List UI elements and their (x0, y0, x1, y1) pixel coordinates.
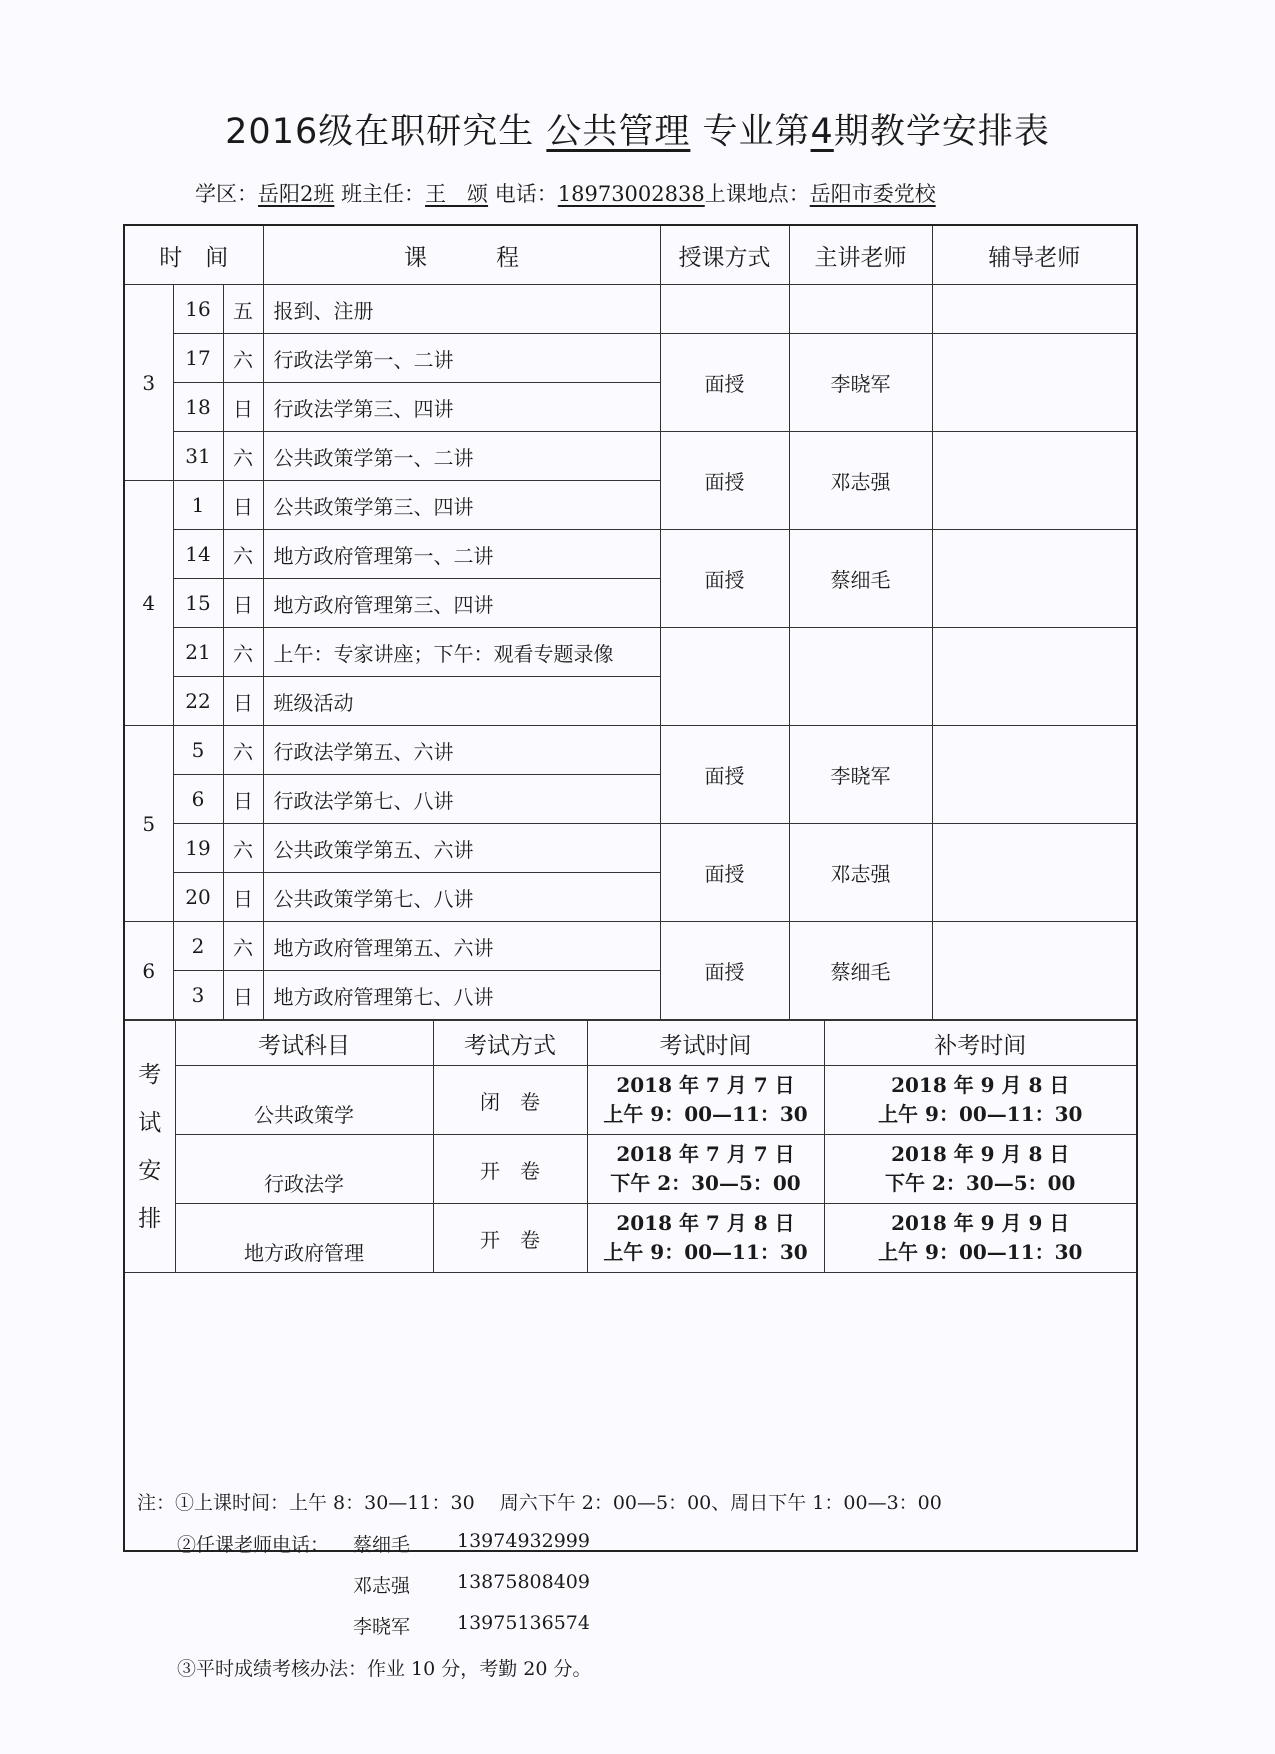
header-tutor: 辅导老师 (932, 226, 1136, 285)
tutor-cell (932, 432, 1136, 530)
tutor-cell (932, 824, 1136, 922)
method-cell: 面授 (660, 432, 789, 530)
course-cell: 公共政策学第一、二讲 (263, 432, 660, 481)
title-prefix: 2016级在职研究生 (225, 112, 535, 152)
month-cell: 3 (125, 285, 173, 481)
method-cell: 面授 (660, 334, 789, 432)
exam-subject: 公共政策学 (175, 1066, 433, 1135)
method-cell: 面授 (660, 726, 789, 824)
day-cell: 19 (173, 824, 223, 873)
makeup-time (824, 1204, 1136, 1273)
header-course: 课 程 (263, 226, 660, 285)
course-cell: 行政法学第一、二讲 (263, 334, 660, 383)
table-row (125, 432, 1136, 481)
exam-method: 开 卷 (433, 1204, 587, 1273)
lecturer-cell: 李晓军 (789, 726, 932, 824)
day-cell: 5 (173, 726, 223, 775)
tutor-cell (932, 628, 1136, 726)
district-label: 学区： (195, 182, 258, 206)
exam-time (587, 1135, 824, 1204)
course-cell: 地方政府管理第一、二讲 (263, 530, 660, 579)
contact-phone: 13875808409 (457, 1571, 590, 1593)
exam-subject: 地方政府管理 (175, 1204, 433, 1273)
tutor-cell (932, 285, 1136, 334)
makeup-hours: 上午 9：00—11：30 (878, 1240, 1083, 1264)
weekday-cell: 日 (223, 677, 263, 726)
head-teacher-value: 王 颂 (425, 182, 489, 206)
day-cell: 16 (173, 285, 223, 334)
weekday-cell: 日 (223, 383, 263, 432)
table-row (125, 628, 1136, 677)
course-cell: 行政法学第三、四讲 (263, 383, 660, 432)
subtitle-info (195, 178, 936, 208)
tutor-cell (932, 334, 1136, 432)
district-value: 岳阳2班 (258, 182, 335, 206)
lecturer-cell (789, 285, 932, 334)
exam-section-label (125, 1021, 175, 1273)
day-cell: 2 (173, 922, 223, 971)
exam-header-row (125, 1021, 1136, 1066)
exam-header-makeup: 补考时间 (824, 1021, 1136, 1066)
exam-label-char: 试 (138, 1109, 162, 1136)
location-label: 上课地点： (704, 182, 810, 206)
title-term: 4 (810, 112, 834, 152)
header-lecturer: 主讲老师 (789, 226, 932, 285)
day-cell: 17 (173, 334, 223, 383)
contact-name: 蔡细毛 (353, 1534, 411, 1556)
day-cell: 21 (173, 628, 223, 677)
exam-time (587, 1066, 824, 1135)
table-row (125, 530, 1136, 579)
schedule-sheet (123, 224, 1138, 1680)
exam-row (125, 1135, 1136, 1204)
method-cell: 面授 (660, 922, 789, 1020)
day-cell: 14 (173, 530, 223, 579)
note-class-hours: 注：①上课时间：上午 8：30—11：30 周六下午 2：00—5：00、周日下午 1：00—3：00 (137, 1492, 942, 1514)
exam-method: 开 卷 (433, 1135, 587, 1204)
exam-time (587, 1204, 824, 1273)
schedule-table (125, 226, 1136, 1020)
makeup-time (824, 1066, 1136, 1135)
exam-method: 闭 卷 (433, 1066, 587, 1135)
page-title (0, 104, 1275, 154)
makeup-date: 2018 年 9 月 8 日 (891, 1073, 1070, 1097)
course-cell: 公共政策学第五、六讲 (263, 824, 660, 873)
phone-value: 18973002838 (557, 182, 705, 206)
exam-label-char: 排 (138, 1205, 162, 1232)
table-row (125, 334, 1136, 383)
course-cell: 地方政府管理第三、四讲 (263, 579, 660, 628)
day-cell: 3 (173, 971, 223, 1020)
weekday-cell: 六 (223, 628, 263, 677)
exam-hours: 上午 9：00—11：30 (603, 1240, 808, 1264)
note-phone-label: ②任课老师电话： (177, 1534, 330, 1556)
exam-row (125, 1204, 1136, 1273)
day-cell: 20 (173, 873, 223, 922)
weekday-cell: 五 (223, 285, 263, 334)
month-cell: 6 (125, 922, 173, 1020)
course-cell: 行政法学第五、六讲 (263, 726, 660, 775)
weekday-cell: 日 (223, 971, 263, 1020)
day-cell: 1 (173, 481, 223, 530)
exam-date: 2018 年 7 月 7 日 (616, 1142, 795, 1166)
method-cell (660, 628, 789, 726)
day-cell: 18 (173, 383, 223, 432)
table-row (125, 285, 1136, 334)
exam-header-subject: 考试科目 (175, 1021, 433, 1066)
lecturer-cell: 蔡细毛 (789, 530, 932, 628)
weekday-cell: 六 (223, 922, 263, 971)
weekday-cell: 六 (223, 432, 263, 481)
header-method: 授课方式 (660, 226, 789, 285)
method-cell: 面授 (660, 824, 789, 922)
exam-row (125, 1066, 1136, 1135)
weekday-cell: 六 (223, 726, 263, 775)
makeup-time (824, 1135, 1136, 1204)
method-cell: 面授 (660, 530, 789, 628)
table-row (125, 922, 1136, 971)
lecturer-cell: 蔡细毛 (789, 922, 932, 1020)
weekday-cell: 六 (223, 824, 263, 873)
tutor-cell (932, 922, 1136, 1020)
exam-date: 2018 年 7 月 7 日 (616, 1073, 795, 1097)
makeup-hours: 下午 2：30—5：00 (885, 1171, 1076, 1195)
weekday-cell: 日 (223, 873, 263, 922)
lecturer-cell (789, 628, 932, 726)
contact-phone: 13975136574 (457, 1612, 590, 1634)
exam-hours: 上午 9：00—11：30 (603, 1102, 808, 1126)
weekday-cell: 六 (223, 334, 263, 383)
contact-name: 邓志强 (353, 1575, 411, 1597)
makeup-date: 2018 年 9 月 8 日 (891, 1142, 1070, 1166)
title-mid: 专业第 (702, 112, 811, 152)
day-cell: 31 (173, 432, 223, 481)
lecturer-cell: 邓志强 (789, 824, 932, 922)
lecturer-cell: 李晓军 (789, 334, 932, 432)
head-teacher-label: 班主任： (341, 182, 426, 206)
exam-date: 2018 年 7 月 8 日 (616, 1211, 795, 1235)
exam-label-char: 考 (138, 1061, 162, 1088)
exam-subject: 行政法学 (175, 1135, 433, 1204)
course-cell: 地方政府管理第五、六讲 (263, 922, 660, 971)
contact-name: 李晓军 (353, 1616, 411, 1638)
course-cell: 地方政府管理第七、八讲 (263, 971, 660, 1020)
exam-header-time: 考试时间 (587, 1021, 824, 1066)
contact-phone: 13974932999 (457, 1530, 590, 1552)
course-cell: 上午：专家讲座；下午：观看专题录像 (263, 628, 660, 677)
phone-label: 电话： (494, 182, 558, 206)
course-cell: 行政法学第七、八讲 (263, 775, 660, 824)
exam-hours: 下午 2：30—5：00 (610, 1171, 801, 1195)
method-cell (660, 285, 789, 334)
day-cell: 6 (173, 775, 223, 824)
table-row (125, 824, 1136, 873)
course-cell: 公共政策学第七、八讲 (263, 873, 660, 922)
tutor-cell (932, 530, 1136, 628)
course-cell: 班级活动 (263, 677, 660, 726)
weekday-cell: 日 (223, 775, 263, 824)
day-cell: 15 (173, 579, 223, 628)
day-cell: 22 (173, 677, 223, 726)
note-grading: ③平时成绩考核办法：作业 10 分，考勤 20 分。 (177, 1658, 592, 1680)
exam-header-method: 考试方式 (433, 1021, 587, 1066)
location-value: 岳阳市委党校 (809, 182, 936, 206)
schedule-header-row (125, 226, 1136, 285)
makeup-hours: 上午 9：00—11：30 (878, 1102, 1083, 1126)
month-cell: 4 (125, 481, 173, 726)
course-cell: 公共政策学第三、四讲 (263, 481, 660, 530)
month-cell: 5 (125, 726, 173, 922)
header-time: 时 间 (125, 226, 263, 285)
title-major: 公共管理 (546, 112, 691, 152)
tutor-cell (932, 726, 1136, 824)
exam-label-char: 安 (138, 1157, 162, 1184)
table-row (125, 726, 1136, 775)
title-suffix: 期教学安排表 (833, 112, 1050, 152)
weekday-cell: 日 (223, 579, 263, 628)
makeup-date: 2018 年 9 月 9 日 (891, 1211, 1070, 1235)
exam-table (125, 1020, 1136, 1273)
weekday-cell: 六 (223, 530, 263, 579)
weekday-cell: 日 (223, 481, 263, 530)
lecturer-cell: 邓志强 (789, 432, 932, 530)
course-cell: 报到、注册 (263, 285, 660, 334)
